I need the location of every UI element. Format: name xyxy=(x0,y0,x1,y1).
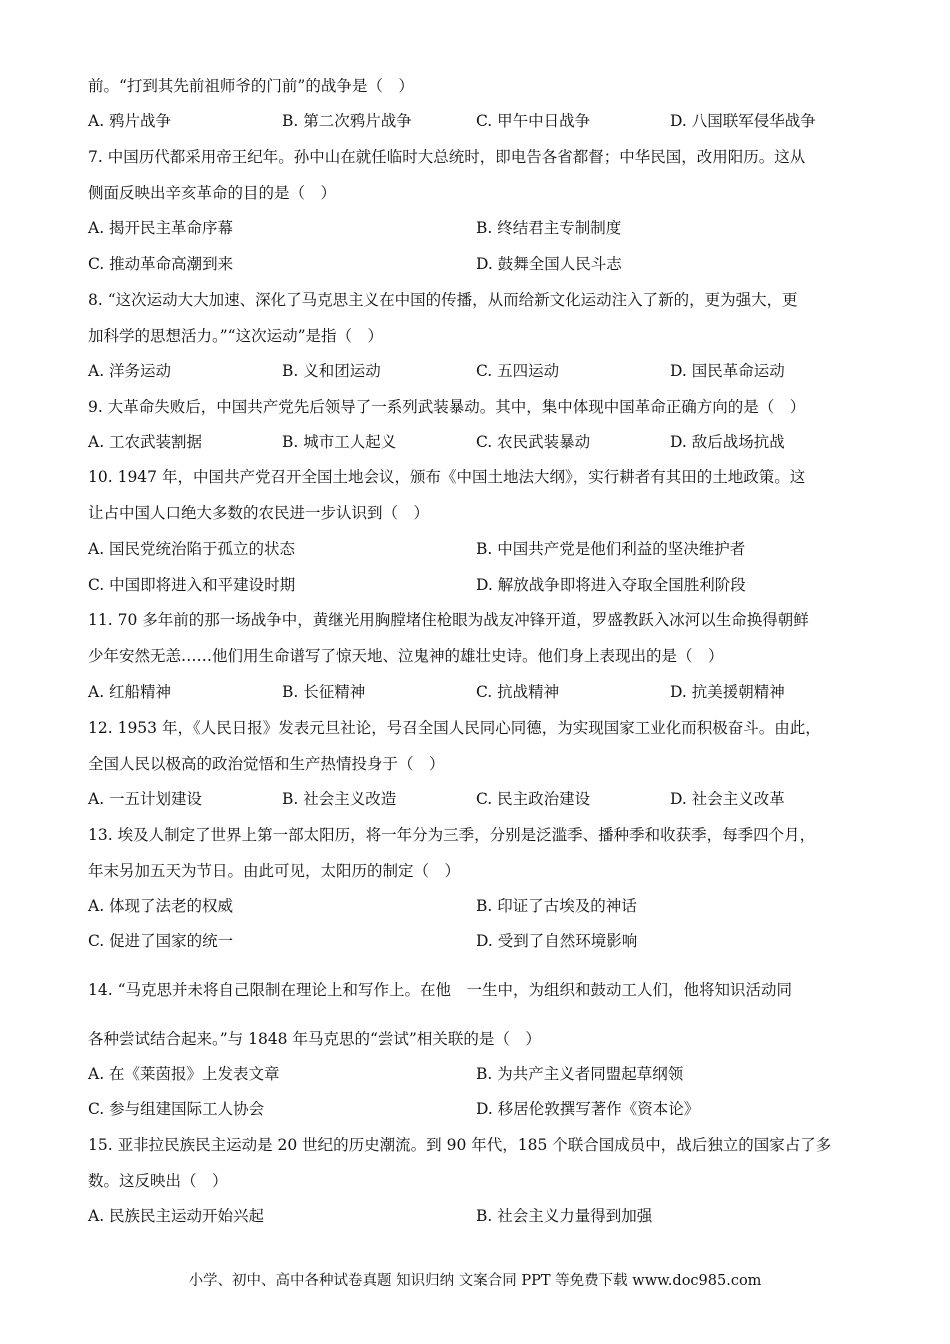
q11-option-b: B. 长征精神 xyxy=(282,683,366,701)
q7-option-c: C. 推动革命高潮到来 xyxy=(88,255,234,273)
question-6-stem-tail: 前。“打到其先前祖师爷的门前”的战争是（ ） xyxy=(88,77,414,95)
q8-option-b: B. 义和团运动 xyxy=(282,362,381,380)
q7-option-d: D. 鼓舞全国人民斗志 xyxy=(476,255,622,273)
q13-option-a: A. 体现了法老的权威 xyxy=(88,897,234,915)
question-8-stem-line2: 加科学的思想活力。”“这次运动”是指（ ） xyxy=(88,327,384,345)
question-12-stem-line1: 12. 1953 年，《人民日报》发表元旦社论，号召全国人民同心同德，为实现国家工业化而积极奋斗。由此， xyxy=(88,719,821,737)
q15-option-b: B. 社会主义力量得到加强 xyxy=(476,1207,653,1225)
q10-option-b: B. 中国共产党是他们利益的坚决维护者 xyxy=(476,540,746,558)
question-8-stem-line1: 8. “这次运动大大加速、深化了马克思主义在中国的传播，从而给新文化运动注入了新的，更为强大，更 xyxy=(88,291,798,309)
q11-option-a: A. 红船精神 xyxy=(88,683,172,701)
q6-option-b: B. 第二次鸦片战争 xyxy=(282,112,412,130)
question-7-stem-line1: 7. 中国历代都采用帝王纪年。孙中山在就任临时大总统时，即电告各省都督；中华民国，改用阳历。这从 xyxy=(88,148,806,166)
q14-option-b: B. 为共产主义者同盟起草纲领 xyxy=(476,1065,684,1083)
question-11-stem-line1: 11. 70 多年前的那一场战争中，黄继光用胸膛堵住枪眼为战友冲锋开道，罗盛教跃入冰河以生命换得朝鲜 xyxy=(88,611,809,629)
question-14-stem-line2: 各种尝试结合起来。”与 1848 年马克思的“尝试”相关联的是（ ） xyxy=(88,1030,541,1048)
question-7-stem-line2: 侧面反映出辛亥革命的目的是（ ） xyxy=(88,184,337,202)
page-footer: 小学、初中、高中各种试卷真题 知识归纳 文案合同 PPT 等免费下载 www.doc985.com xyxy=(188,1273,762,1289)
question-15-stem-line1: 15. 亚非拉民族民主运动是 20 世纪的历史潮流。到 90 年代，185 个联合国成员中，战后独立的国家占了多 xyxy=(88,1136,832,1154)
question-9-stem: 9. 大革命失败后，中国共产党先后领导了一系列武装暴动。其中，集中体现中国革命正确方向的是（ ） xyxy=(88,398,806,416)
q10-option-d: D. 解放战争即将进入夺取全国胜利阶段 xyxy=(476,576,746,594)
q12-option-b: B. 社会主义改造 xyxy=(282,790,397,808)
q15-option-a: A. 民族民主运动开始兴起 xyxy=(88,1207,265,1225)
q8-option-c: C. 五四运动 xyxy=(476,362,560,380)
q13-option-c: C. 促进了国家的统一 xyxy=(88,932,234,950)
question-15-stem-line2: 数。这反映出（ ） xyxy=(88,1172,228,1190)
question-13-stem-line1: 13. 埃及人制定了世界上第一部太阳历，将一年分为三季，分别是泛滥季、播种季和收获季，每季四个月， xyxy=(88,826,816,844)
q7-option-b: B. 终结君主专制制度 xyxy=(476,219,622,237)
q6-option-a: A. 鸦片战争 xyxy=(88,112,172,130)
q10-option-a: A. 国民党统治陷于孤立的状态 xyxy=(88,540,296,558)
q8-option-d: D. 国民革命运动 xyxy=(670,362,785,380)
q7-option-a: A. 揭开民主革命序幕 xyxy=(88,219,234,237)
q9-option-a: A. 工农武装割据 xyxy=(88,433,203,451)
q14-option-d: D. 移居伦敦撰写著作《资本论》 xyxy=(476,1100,700,1118)
q11-option-d: D. 抗美援朝精神 xyxy=(670,683,785,701)
q9-option-d: D. 敌后战场抗战 xyxy=(670,433,785,451)
question-12-stem-line2: 全国人民以极高的政治觉悟和生产热情投身于（ ） xyxy=(88,755,445,773)
q14-option-a: A. 在《莱茵报》上发表文章 xyxy=(88,1065,280,1083)
q13-option-b: B. 印证了古埃及的神话 xyxy=(476,897,637,915)
q8-option-a: A. 洋务运动 xyxy=(88,362,172,380)
q12-option-c: C. 民主政治建设 xyxy=(476,790,591,808)
q6-option-c: C. 甲午中日战争 xyxy=(476,112,591,130)
q10-option-c: C. 中国即将进入和平建设时期 xyxy=(88,576,296,594)
question-11-stem-line2: 少年安然无恙……他们用生命谱写了惊天地、泣鬼神的雄壮史诗。他们身上表现出的是（ ） xyxy=(88,647,724,665)
q11-option-c: C. 抗战精神 xyxy=(476,683,560,701)
q12-option-a: A. 一五计划建设 xyxy=(88,790,203,808)
q13-option-d: D. 受到了自然环境影响 xyxy=(476,932,638,950)
question-13-stem-line2: 年末另加五天为节日。由此可见，太阳历的制定（ ） xyxy=(88,862,461,880)
q6-option-d: D. 八国联军侵华战争 xyxy=(670,112,816,130)
question-10-stem-line1: 10. 1947 年，中国共产党召开全国土地会议，颁布《中国土地法大纲》，实行耕者有其田的土地政策。这 xyxy=(88,468,806,486)
q9-option-c: C. 农民武装暴动 xyxy=(476,433,591,451)
q12-option-d: D. 社会主义改革 xyxy=(670,790,785,808)
q14-option-c: C. 参与组建国际工人协会 xyxy=(88,1100,265,1118)
q9-option-b: B. 城市工人起义 xyxy=(282,433,397,451)
question-10-stem-line2: 让占中国人口绝大多数的农民进一步认识到（ ） xyxy=(88,504,430,522)
question-14-stem-line1: 14. “马克思并未将自己限制在理论上和写作上。在他 一生中，为组织和鼓动工人们，他将知识活动同 xyxy=(88,981,793,999)
